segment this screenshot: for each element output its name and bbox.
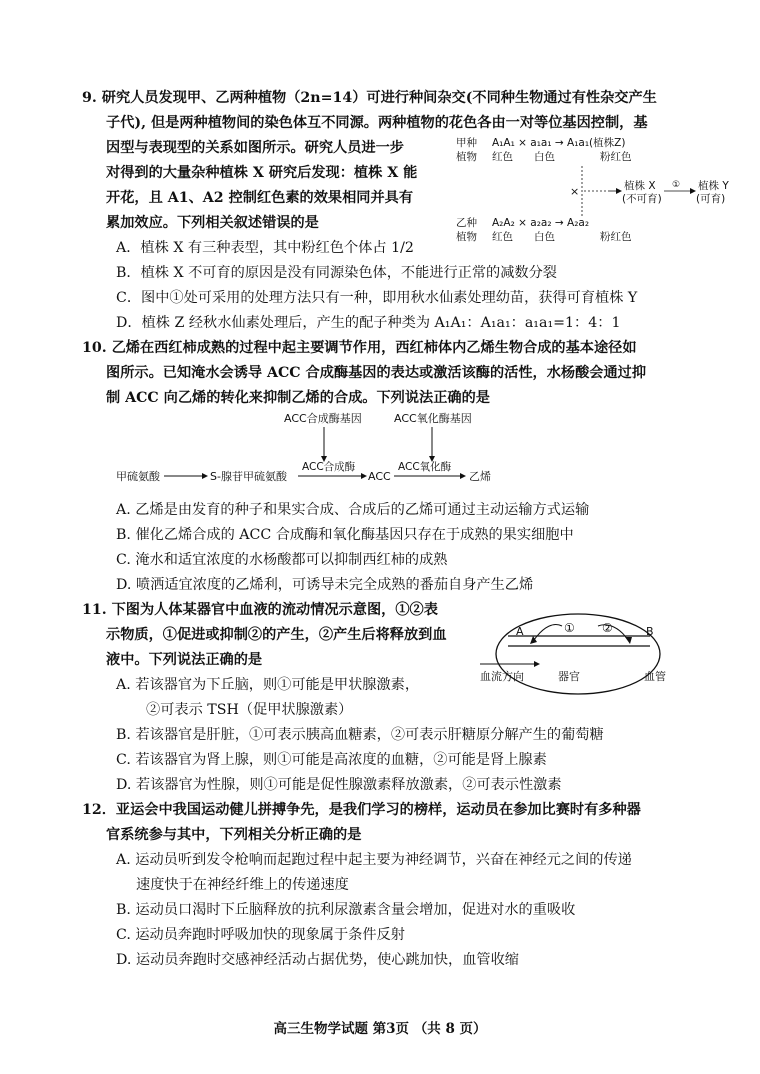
curve-1 [534,625,562,640]
q10-option-b: B. 催化乙烯合成的 ACC 合成酶和氧化酶基因只存在于成熟的果实细胞中 [116,527,574,543]
plant-x-note: (不可育) [622,193,662,205]
q10-option-c: C. 淹水和适宜浓度的水杨酸都可以抑制西红柿的成熟 [116,552,448,568]
yi-species-label-2: 植物 [456,231,477,243]
gene-acc-oxidase: ACC氧化酶基因 [394,412,472,425]
jia-color-red: 红色 [492,151,513,163]
q9-cross-diagram [452,132,729,252]
plant-y-note: (可育) [696,193,726,205]
enzyme-acc-oxidase: ACC氧化酶 [398,461,452,473]
q9-line-3: 因型与表现型的关系如图所示。研究人员进一步 [106,140,404,156]
yi-cross-text: A₂A₂ × a₂a₂ → A₂a₂ [492,217,590,229]
jia-color-pink: 粉红色 [600,151,632,163]
q12-option-a-cont: 速度快于在神经纤维上的传递速度 [136,877,349,893]
jia-color-white: 白色 [534,151,555,163]
substrate-acc: ACC [368,470,391,483]
yi-color-white: 白色 [534,231,555,243]
q11-line-3: 液中。下列说法正确的是 [106,652,263,668]
cross-sign: × [570,185,580,198]
q11-option-d: D. 若该器官为性腺，则①可能是促性腺激素释放激素，②可表示性激素 [116,777,562,793]
plant-y-label: 植株 Y [698,180,729,192]
step3-head [460,473,466,479]
jia-species-label-1: 甲种 [456,137,477,149]
organ-label: 器官 [558,670,580,683]
substrate-methionine: 甲硫氨酸 [116,470,160,483]
q11-line-1: 11. 下图为人体某器官中血液的流动情况示意图，①②表 [82,602,438,618]
yi-species-label-1: 乙种 [456,217,477,229]
q10-ethylene-pathway [116,410,536,488]
q9-line-2: 子代), 但是两种植物间的染色体互不同源。两种植物的花色各由一对等位基因控制，基 [106,115,648,131]
page-footer: 高三生物学试题 第3页 （共 8 页） [273,1021,487,1037]
q12-line-2: 官系统参与其中，下列相关分析正确的是 [106,827,362,843]
marker-2: ② [602,621,613,635]
q9-option-b: B．植株 X 不可育的原因是没有同源染色体，不能进行正常的减数分裂 [116,265,557,281]
q9-option-d: D．植株 Z 经秋水仙素处理后，产生的配子种类为 A₁A₁：A₁a₁：a₁a₁=1：4：1 [116,315,621,331]
q9-line-4: 对得到的大量杂种植株 X 研究后发现：植株 X 能 [106,165,418,181]
marker-1: ① [564,621,575,635]
q11-blood-flow-diagram [478,604,674,704]
q10-line-2: 图所示。已知淹水会诱导 ACC 合成酶基因的表达或激活该酶的活性，水杨酸会通过抑 [106,365,647,381]
q11-option-a: A. 若该器官为下丘脑，则①可能是甲状腺激素， [116,677,420,693]
jia-species-label-2: 植物 [456,151,477,163]
vessel-label: 血管 [644,670,666,683]
q12-line-1: 12．亚运会中我国运动健儿拼搏争先，是我们学习的榜样，运动员在参加比赛时有多种器 [82,802,641,818]
q10-option-a: A. 乙烯是由发育的种子和果实合成、合成后的乙烯可通过主动运输方式运输 [116,502,590,518]
q9-line-5: 开花，且 A1、A2 控制红色素的效果相同并具有 [106,190,414,206]
q11-option-b: B. 若该器官是肝脏，①可表示胰高血糖素，②可表示肝糖原分解产生的葡萄糖 [116,727,604,743]
q12-option-b: B. 运动员口渴时下丘脑释放的抗利尿激素含量会增加，促进对水的重吸收 [116,902,576,918]
q10-line-1: 10. 乙烯在西红柿成熟的过程中起主要调节作用，西红柿体内乙烯生物合成的基本途径如 [82,340,637,356]
q9-line-1: 9. 研究人员发现甲、乙两种植物（2n=14）可进行种间杂交(不同种生物通过有性杂交产生 [82,90,657,106]
jia-cross-text: A₁A₁ × a₁a₁ → A₁a₁(植株Z) [492,137,626,149]
step2-head [361,473,367,479]
q10-option-d: D. 喷洒适宜浓度的乙烯利，可诱导未完全成熟的番茄自身产生乙烯 [116,577,534,593]
q9-option-a: A．植株 X 有三种表型，其中粉红色个体占 1/2 [116,240,414,256]
q12-option-c: C. 运动员奔跑时呼吸加快的现象属于条件反射 [116,927,405,943]
curve-2-head [625,637,632,644]
gene-acc-synthase: ACC合成酶基因 [284,412,362,425]
substrate-sam: S-腺苷甲硫氨酸 [210,470,287,483]
q9-line-6: 累加效应。下列相关叙述错误的是 [106,215,319,231]
yi-color-pink: 粉红色 [600,231,632,243]
q11-line-2: 示物质，①促进或抑制②的产生，②产生后将释放到血 [106,627,447,643]
step1-head [202,473,208,479]
point-b: B [646,625,654,638]
step-1-marker: ① [672,180,681,190]
q9-option-c: C．图中①处可采用的处理方法只有一种，即用秋水仙素处理幼苗，获得可育植株 Y [116,290,638,306]
point-a: A [516,625,524,638]
flow-direction-label: 血流方向 [480,670,524,683]
flow-arrow-head [534,661,540,667]
q11-option-c: C. 若该器官为肾上腺，则①可能是高浓度的血糖，②可能是肾上腺素 [116,752,547,768]
enzyme-acc-synthase: ACC合成酶 [302,461,356,473]
yi-color-red: 红色 [492,231,513,243]
q11-option-a-cont: ②可表示 TSH（促甲状腺激素） [146,702,353,718]
q10-line-3: 制 ACC 向乙烯的转化来抑制乙烯的合成。下列说法正确的是 [106,390,490,406]
plant-x-label: 植株 X [624,180,656,192]
q12-option-d: D. 运动员奔跑时交感神经活动占据优势，使心跳加快，血管收缩 [116,952,519,968]
q12-option-a: A. 运动员听到发令枪响而起跑过程中起主要为神经调节，兴奋在神经元之间的传递 [116,852,632,868]
product-ethylene: 乙烯 [469,470,491,483]
